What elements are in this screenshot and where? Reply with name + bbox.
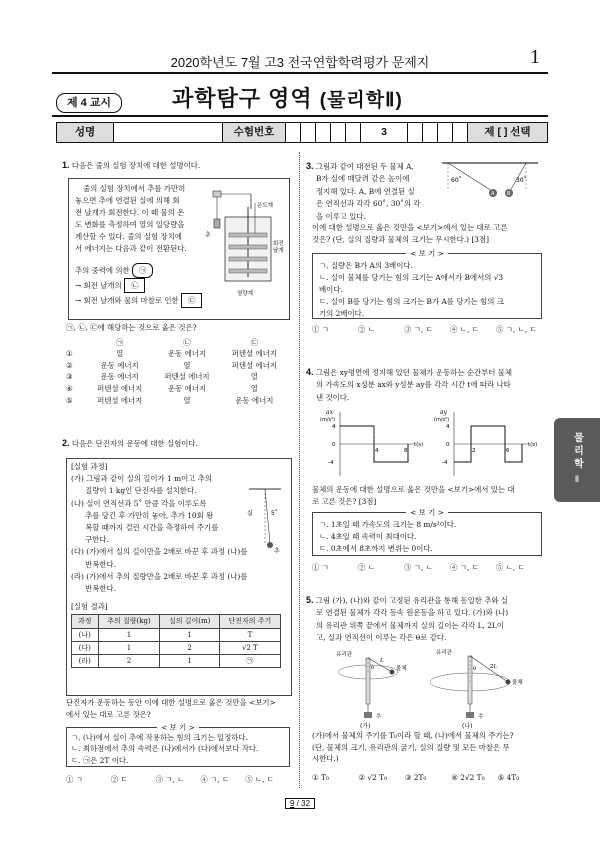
svg-text:2: 2 (472, 448, 476, 454)
q3-bogi-item: 기의 2배이다. (319, 309, 365, 318)
q1-option-cell: 열 (183, 360, 191, 370)
q4-choice[interactable]: ④ ㄱ, ㄷ (450, 563, 479, 572)
q1-number: 1. (62, 160, 70, 170)
q2-choice[interactable]: ④ ㄱ, ㄷ (200, 775, 230, 784)
q2-ask-1: 단진자가 운동하는 동안 이에 대한 설명으로 옳은 것만을 <보기> (66, 698, 276, 707)
q2-table-cell: 1 (160, 655, 219, 668)
svg-text:0: 0 (332, 442, 336, 448)
q1-blank-a: ㉠ (132, 263, 153, 278)
q5-ask: (가)에서 물체의 주기를 T₀이라 할 때, (나)에서 물체의 주기는? (단, 물체의 크기, 유리관의 굵기, 실의 질량 및 모든 마찰은 무 시한다.) (312, 731, 514, 764)
q5-choice[interactable]: ④ 2√2 T₀ (451, 773, 485, 782)
q2-bogi-item: ㄷ. ㉠은 2T 이다. (71, 755, 129, 765)
caption-b: (나) (462, 723, 473, 730)
svg-text:4: 4 (375, 448, 379, 454)
page-footer (0, 798, 600, 809)
svg-text:8: 8 (404, 448, 408, 454)
q2-bogi (66, 723, 290, 767)
q3-bogi-title: < 보 기 > (406, 249, 448, 258)
subject-sub: (물리학Ⅱ) (319, 90, 403, 111)
q1-option-cell: 퍼텐셜 에너지 (231, 349, 277, 359)
q1-option-cell: 운동 에너지 (100, 372, 139, 382)
q2-table-cell: 2 (98, 655, 160, 668)
q2-box (66, 458, 292, 696)
q5-choices (312, 772, 544, 784)
q5-choice[interactable]: ② √2 T₀ (358, 773, 388, 782)
side-tab-text: 물리학 (571, 432, 583, 471)
q4-bogi-item: ㄱ. 1초일 때 가속도의 크기는 8 m/s²이다. (319, 520, 457, 529)
q2-ask-2: 에서 있는 대로 고른 것은? (66, 709, 151, 719)
q1-option-number: ② (66, 360, 73, 370)
side-tab-sub: Ⅱ (574, 474, 580, 484)
q2-table-cell: 1 (98, 628, 160, 641)
q4-bogi-title: < 보 기 > (406, 508, 448, 517)
q1-options (66, 322, 288, 406)
exam-no-cell[interactable] (286, 123, 301, 142)
ax-ylabel: ax (326, 409, 333, 416)
ay-graph (432, 408, 542, 480)
exam-no-cell[interactable] (453, 123, 468, 142)
q3-bogi-item: ㄱ. 질량은 B가 A의 3배이다. (319, 261, 413, 270)
q1-option-cell: 운동 에너지 (100, 360, 139, 370)
exam-no-cell[interactable] (438, 123, 453, 142)
label-angle-a: 60˚ (451, 177, 462, 184)
q2-table-cell: (다) (72, 641, 99, 654)
q2-table-cell: T (219, 628, 280, 641)
ax-unit: (m/s²) (320, 417, 336, 423)
q2-table-cell: 1 (160, 628, 219, 641)
q1-blank-c: ㉢ (181, 293, 202, 308)
q1-box-line: 줄의 실험 장치에서 추를 가만히 (83, 184, 186, 193)
exam-no-cell[interactable] (316, 123, 331, 142)
svg-text:-4: -4 (328, 460, 334, 466)
q1-option-row[interactable] (66, 348, 288, 360)
page-number: 1 (530, 46, 540, 68)
q2-table-cell: 2 (160, 641, 219, 654)
q2-proc-line: 구한다. (71, 535, 109, 545)
subject-main: 과학탐구 영역 (172, 86, 313, 111)
q1-box (68, 178, 290, 320)
info-bar (56, 122, 548, 143)
exam-title: 2020학년도 7월 고3 전국연합학력평가 문제지 (170, 55, 430, 70)
q1-option-cell: 운동 에너지 (167, 383, 207, 393)
q4-bogi-item: ㄷ. 0초에서 8초까지 변위는 0이다. (319, 544, 433, 553)
q2-table-cell: (나) (72, 628, 99, 641)
q1-option-cell: 운동 에너지 (235, 395, 274, 405)
column-divider (299, 152, 300, 788)
q5-choice[interactable]: ① T₀ (312, 773, 329, 782)
label-len-b: 2L (490, 664, 498, 670)
q2-proc-line: 추를 당긴 후 가만히 놓아, 추가 10회 왕 (71, 510, 214, 520)
q3-choice[interactable]: ③ ㄱ, ㄷ (404, 325, 433, 334)
svg-text:θ: θ (473, 666, 477, 672)
q1-chain-2: → 회전 날개의 (75, 281, 122, 290)
q4-bogi-item: ㄴ. 4초일 때 속력이 최대이다. (319, 532, 417, 541)
q2-number: 2. (62, 438, 70, 448)
q2-table-header: 추의 질량(kg) (98, 615, 160, 628)
q3-bogi-item: 배이다. (319, 285, 343, 294)
label-angle-b: 30˚ (516, 177, 527, 184)
q2-proc-title: [실험 과정] (71, 462, 108, 471)
q2-choice[interactable]: ⑤ ㄴ, ㄷ (245, 775, 274, 784)
label-string: 실 (247, 510, 253, 517)
footer-slash: / (296, 799, 299, 808)
q1-option-row[interactable] (66, 383, 288, 395)
q1-box-line: 도 변화를 측정하여 열의 일당량을 (75, 220, 185, 229)
question-2 (62, 438, 290, 450)
q3-bogi (312, 249, 542, 319)
q4-bogi (312, 508, 542, 556)
label-angle: 5˚ (271, 510, 278, 517)
q2-proc-line: 복할 때까지 걸린 시간을 측정하여 주기를 (71, 523, 219, 533)
q1-option-cell: 퍼텐셜 에너지 (97, 383, 143, 393)
q2-table-header: 과정 (72, 615, 99, 628)
q2-proc-line: (나) 실이 연직선과 5˚ 만큼 각을 이루도록 (71, 498, 207, 508)
label-obj-b: 물체 (512, 680, 523, 686)
q2-choice[interactable]: ② ㄷ (110, 775, 128, 784)
q1-stem: 다음은 줄의 실험 장치에 대한 설명이다. (71, 161, 201, 170)
svg-text:6: 6 (506, 448, 510, 454)
svg-text:θ: θ (371, 665, 375, 671)
question-3: 3. 그림과 같이 대전된 두 물체 A, B가 실에 매달려 같은 높이에 정지해 있다. A, B에 연결된 실 은 연직선과 각각 60˚, 30˚의 각 을 이루고 있다. (306, 161, 421, 221)
q2-choices (66, 774, 290, 786)
q2-table-cell: 1 (98, 641, 160, 654)
q4-choices (312, 562, 542, 574)
subject-side-tab (554, 418, 600, 502)
q2-table-cell: (라) (72, 655, 99, 668)
q2-proc-line: (가) 그림과 같이 실의 길이가 1 m이고 추의 (71, 474, 213, 484)
q1-chain-3: → 회전 날개와 물의 마찰로 인한 (75, 296, 179, 305)
q2-bogi-item: ㄴ. 최하점에서 추의 속력은 (나)에서가 (다)에서보다 작다. (71, 744, 259, 754)
label-weight-b: 추 (478, 714, 484, 720)
q2-result-table (71, 614, 281, 668)
exam-no-digit: 3 (361, 123, 408, 142)
q1-option-row[interactable] (66, 371, 288, 383)
q2-table-row (72, 641, 281, 654)
q2-proc-line: (다) (가)에서 실의 길이만을 2배로 바꾼 후 과정 (나)를 (71, 547, 248, 557)
q2-proc-line: (라) (가)에서 추의 질량만을 2배로 바꾼 후 과정 (나)를 (71, 571, 248, 581)
q1-box-line: 서 에너지는 다음과 같이 전환된다. (75, 244, 187, 253)
q2-ask-area (66, 697, 292, 720)
label-len-a: L (380, 658, 384, 664)
q1-option-cell: 퍼텐셜 에너지 (231, 360, 277, 370)
q1-option-cell: 열 (250, 372, 258, 382)
q2-bogi-title: < 보 기 > (157, 723, 199, 732)
label-thermometer: 온도계 (257, 203, 273, 209)
question-4: 4. 그림은 xy평면에 정지해 있던 물체가 운동하는 순간부터 물체 의 가속도의 x성분 ax와 y성분 ay를 각각 시간 t에 따라 나타 낸 것이다. (306, 367, 513, 402)
q4-ask: 물체의 운동에 대한 설명으로 옳은 것만을 <보기>에서 있는 대 로 고른 것은? [3점] (312, 485, 515, 506)
q1-box-line: 놓으면 추에 연결된 실에 의해 회 (75, 196, 180, 205)
q1-option-cell: 열 (250, 383, 258, 393)
q2-result-title: [실험 결과] (71, 602, 108, 612)
subject-title (172, 82, 403, 113)
q1-ask: ㉠, ㉡, ㉢에 해당하는 것으로 옳은 것은? (66, 323, 197, 332)
q3-choice[interactable]: ① ㄱ (312, 325, 329, 334)
joule-apparatus-figure (205, 189, 285, 301)
exam-no-label: 수험번호 (223, 123, 286, 142)
q5-number: 5. (306, 595, 314, 605)
svg-text:t(s): t(s) (528, 442, 538, 448)
label-weight-a: 추 (376, 714, 382, 720)
label-bob: 추 (274, 548, 280, 555)
question-1 (62, 160, 290, 172)
q5-choice[interactable]: ⑤ 4T₀ (497, 773, 520, 782)
q2-proc-line: 질량이 1 kg인 단진자를 설치한다. (71, 486, 197, 496)
q3-choice[interactable]: ④ ㄴ, ㄷ (450, 325, 479, 334)
q2-table-cell: √2 T (219, 641, 280, 654)
circular-motion-figure-a (330, 648, 420, 730)
q4-choice[interactable]: ③ ㄱ, ㄴ (404, 563, 433, 572)
exam-no-cell[interactable] (346, 123, 361, 142)
q4-choice[interactable]: ⑤ ㄴ, ㄷ (496, 563, 525, 572)
session-badge: 제 4 교시 (56, 93, 122, 113)
q3-bogi-item: ㄴ. 실이 물체를 당기는 힘의 크기는 A에서가 B에서의 √3 (319, 273, 504, 282)
name-label: 성명 (57, 123, 114, 142)
q2-table-cell: ㉠ (219, 655, 280, 668)
label-vessel: 열량계 (237, 291, 253, 297)
q1-box-line: 계산할 수 있다. 줄의 실험 장치에 (75, 232, 182, 241)
header-rule (52, 72, 548, 74)
q1-option-number: ④ (66, 383, 73, 393)
q1-option-number: ③ (66, 372, 73, 382)
svg-text:날개: 날개 (273, 248, 284, 254)
svg-text:-4: -4 (442, 460, 448, 466)
charged-spheres-figure (440, 160, 540, 220)
question-5: 5. 그림 (가), (나)와 같이 고정된 유리관을 통해 동일한 추와 실 로 연결된 물체가 각각 등속 원운동을 하고 있다. (가)와 (나) 의 유리관 위쪽 끝에서 물체까지 실의 길이는 각각 L, 2L이 고, 실과 연직선이 이루는 각은 θ로 같다. (306, 595, 509, 643)
q4-number: 4. (306, 367, 314, 377)
q3-bogi-item: ㄷ. 실이 B를 당기는 힘의 크기는 B가 A를 당기는 힘의 크 (319, 297, 504, 306)
q2-proc-line: 반복한다. (71, 559, 117, 569)
q2-stem: 다음은 단진자의 운동에 대한 실험이다. (71, 439, 198, 448)
q3-number: 3. (306, 161, 314, 171)
svg-text:4: 4 (332, 424, 336, 430)
q1-option-cell: 퍼텐셜 에너지 (164, 372, 210, 382)
exam-no-cell[interactable] (423, 123, 438, 142)
label-weight: 추 (205, 232, 211, 239)
ax-graph (318, 408, 428, 480)
q3-choice[interactable]: ② ㄴ (358, 325, 375, 334)
exam-no-cell[interactable] (301, 123, 316, 142)
svg-text:0: 0 (446, 442, 450, 448)
label-blade: 회전 (273, 241, 284, 247)
footer-total: 32 (301, 799, 311, 808)
label-tube-b: 유리관 (436, 650, 452, 656)
ay-ylabel: ay (440, 409, 447, 416)
svg-text:t(s): t(s) (414, 442, 424, 448)
choice-label: 제 [ ] 선택 (468, 123, 547, 142)
q3-choices (312, 324, 542, 336)
q1-option-cell: 열 (183, 395, 191, 405)
q2-bogi-item: ㄱ. (나)에서 실이 추에 작용하는 힘의 크기는 일정하다. (71, 732, 248, 742)
exam-no-cell[interactable] (408, 123, 423, 142)
q2-table-header: 실의 길이(m) (160, 615, 219, 628)
q1-chain-1: 추의 중력에 의한 (75, 266, 130, 275)
caption-a: (가) (360, 723, 371, 730)
q2-table-row (72, 655, 281, 668)
q3-choice[interactable]: ⑤ ㄱ, ㄴ, ㄷ (496, 325, 537, 334)
q5-choice[interactable]: ③ 2T₀ (404, 773, 427, 782)
q1-option-cell: 운동 에너지 (167, 349, 207, 359)
ay-unit: (m/s²) (434, 417, 450, 423)
q4-choice[interactable]: ② ㄴ (358, 563, 375, 572)
q1-option-row[interactable] (66, 360, 288, 372)
q1-option-head: ㉠ ㉡ ㉢ (115, 337, 259, 347)
label-a: A (491, 191, 495, 197)
q2-proc-line: 반복한다. (71, 584, 117, 594)
q2-choice[interactable]: ① ㄱ (66, 775, 83, 784)
q3-ask: 이에 대한 설명으로 옳은 것만을 <보기>에서 있는 대로 고른 것은? (단, 실의 질량과 물체의 크기는 무시한다.) [3점] (312, 223, 508, 244)
subject-rule (52, 115, 548, 117)
q2-choice[interactable]: ③ ㄱ, ㄴ (155, 775, 185, 784)
q1-option-cell: 퍼텐셜 에너지 (97, 395, 143, 405)
pendulum-figure (245, 487, 285, 557)
exam-no-cell[interactable] (331, 123, 346, 142)
label-obj-a: 물체 (396, 666, 407, 672)
name-field[interactable] (114, 123, 223, 142)
q1-option-number: ① (66, 349, 73, 359)
label-b: B (507, 191, 511, 197)
svg-text:4: 4 (446, 424, 450, 430)
label-tube-a: 유리관 (336, 652, 352, 658)
q2-table-row (72, 628, 281, 641)
q2-table-header: 단진자의 주기 (219, 615, 280, 628)
q1-box-line: 전 날개가 회전한다. 이 때 물의 온 (75, 208, 185, 217)
q1-option-number: ⑤ (66, 395, 73, 405)
q1-option-cell: 열 (116, 349, 124, 359)
circular-motion-figure-b (430, 648, 540, 730)
q1-option-row[interactable] (66, 395, 288, 407)
footer-page: 9 (289, 799, 295, 808)
q4-choice[interactable]: ① ㄱ (312, 563, 329, 572)
q1-blank-b: ㉡ (124, 278, 145, 293)
